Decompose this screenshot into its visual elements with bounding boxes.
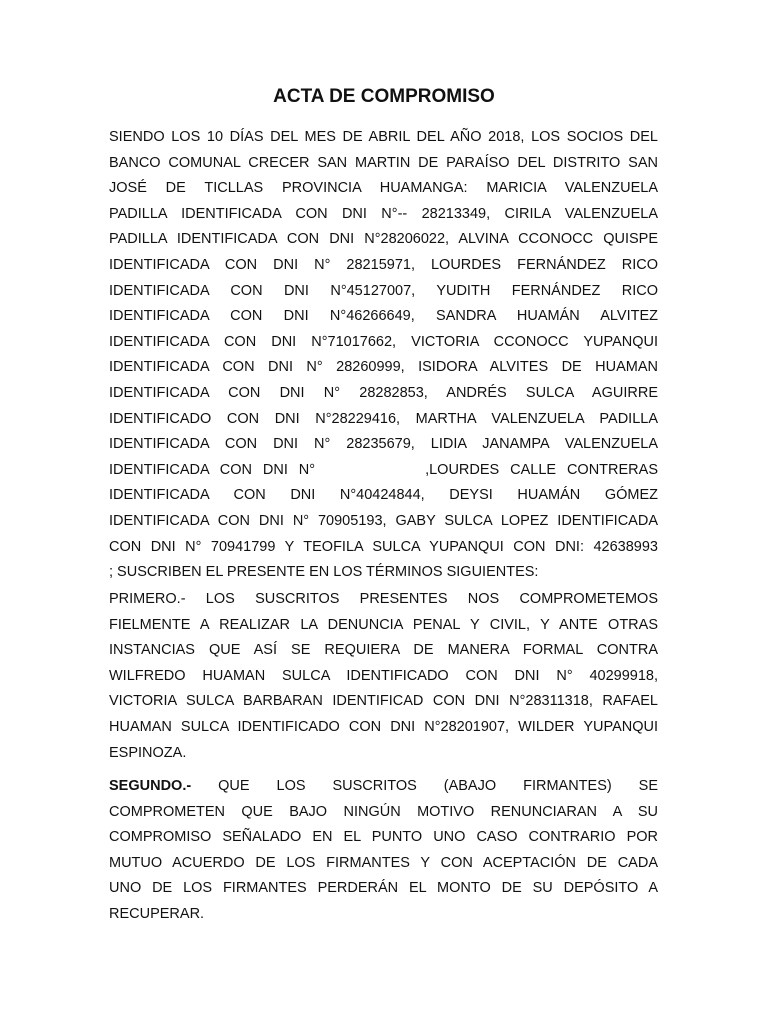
paragraph-preamble	[109, 125, 658, 586]
text-line: FIELMENTE A REALIZAR LA DENUNCIA PENAL Y CIVIL, Y ANTE OTRAS	[109, 616, 658, 633]
text-line: IDENTIFICADA CON DNI N° 70905193, GABY SULCA LOPEZ IDENTIFICADA	[109, 512, 658, 529]
text-line: RECUPERAR.	[109, 905, 205, 922]
text-line: CON DNI N° 70941799 Y TEOFILA SULCA YUPANQUI CON DNI: 42638993	[109, 538, 658, 555]
text-line: BANCO COMUNAL CRECER SAN MARTIN DE PARAÍSO DEL DISTRITO SAN	[109, 154, 658, 171]
text-line: IDENTIFICADA CON DNI N°46266649, SANDRA HUAMÁN ALVITEZ	[109, 308, 658, 325]
text-line: IDENTIFICADA CON DNI N°45127007, YUDITH FERNÁNDEZ RICO	[109, 282, 658, 299]
text-line: UNO DE LOS FIRMANTES PERDERÁN EL MONTO DE SU DEPÓSITO A	[109, 880, 658, 897]
dni-continuation: ,LOURDES CALLE CONTRERAS	[425, 461, 658, 478]
text-line: COMPROMISO SEÑALADO EN EL PUNTO UNO CASO CONTRARIO POR	[109, 829, 658, 846]
text-line	[109, 774, 658, 800]
text-line: IDENTIFICADO CON DNI N°28229416, MARTHA VALENZUELA PADILLA	[109, 410, 658, 427]
text-line: IDENTIFICADA CON DNI N°40424844, DEYSI HUAMÁN GÓMEZ	[109, 487, 658, 504]
text-line: MUTUO ACUERDO DE LOS FIRMANTES Y CON ACEPTACIÓN DE CADA	[109, 854, 658, 871]
clause-label: SEGUNDO.-	[109, 778, 192, 794]
text-line-blank-dni	[109, 458, 658, 484]
text-line: IDENTIFICADA CON DNI N° 28282853, ANDRÉS SULCA AGUIRRE	[109, 384, 658, 401]
text-line: ESPINOZA.	[109, 744, 187, 761]
text-line: INSTANCIAS QUE ASÍ SE REQUIERA DE MANERA FORMAL CONTRA	[109, 642, 658, 659]
text-line: IDENTIFICADA CON DNI N° 28260999, ISIDORA ALVITES DE HUAMAN	[109, 359, 658, 376]
text-line: JOSÉ DE TICLLAS PROVINCIA HUAMANGA: MARICIA VALENZUELA	[109, 180, 658, 197]
text-line: PADILLA IDENTIFICADA CON DNI N°28206022, ALVINA CCONOCC QUISPE	[109, 231, 658, 248]
document-title: ACTA DE COMPROMISO	[273, 86, 495, 107]
text-line: VICTORIA SULCA BARBARAN IDENTIFICAD CON DNI N°28311318, RAFAEL	[109, 693, 658, 710]
text-line: IDENTIFICADA CON DNI N°71017662, VICTORIA CCONOCC YUPANQUI	[109, 333, 658, 350]
text-line: WILFREDO HUAMAN SULCA IDENTIFICADO CON DNI N° 40299918,	[109, 667, 658, 684]
paragraph-segundo	[109, 774, 658, 928]
paragraph-primero	[109, 587, 658, 766]
text-line: IDENTIFICADA CON DNI N° 28215971, LOURDES FERNÁNDEZ RICO	[109, 256, 658, 273]
text-line: IDENTIFICADA CON DNI N° 28235679, LIDIA JANAMPA VALENZUELA	[109, 436, 658, 453]
text-line: HUAMAN SULCA IDENTIFICADO CON DNI N°28201907, WILDER YUPANQUI	[109, 718, 658, 735]
text-line: COMPROMETEN QUE BAJO NINGÚN MOTIVO RENUNCIARAN A SU	[109, 803, 658, 820]
text-line: ; SUSCRIBEN EL PRESENTE EN LOS TÉRMINOS SIGUIENTES:	[109, 564, 539, 581]
clause-text: QUE LOS SUSCRITOS (ABAJO FIRMANTES) SE	[191, 778, 658, 794]
text-line: PRIMERO.- LOS SUSCRITOS PRESENTES NOS COMPROMETEMOS	[109, 591, 658, 607]
text-line: SIENDO LOS 10 DÍAS DEL MES DE ABRIL DEL AÑO 2018, LOS SOCIOS DEL	[109, 129, 658, 145]
text-line: PADILLA IDENTIFICADA CON DNI N°-- 28213349, CIRILA VALENZUELA	[109, 205, 658, 222]
dni-label: IDENTIFICADA CON DNI N°	[109, 461, 316, 478]
